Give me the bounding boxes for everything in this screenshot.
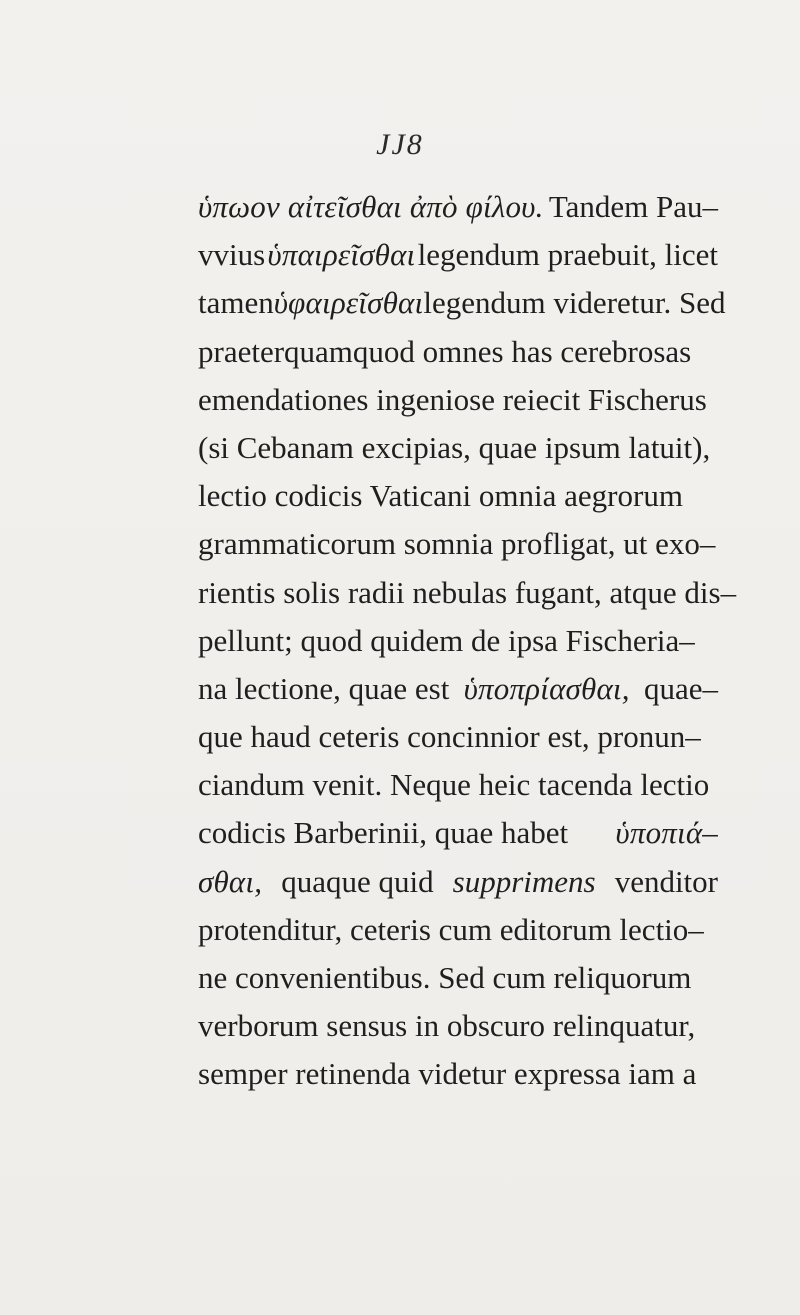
text-segment: ὑφαιρεῖσθαι [273,285,424,321]
text-segment: σθαι, [198,863,263,899]
text-segment: na lectione, quae est [198,670,450,706]
text-segment: ὑπαιρεῖσθαι [267,237,416,273]
text-segment: ὑπωον αἰτεῖσθαι ἀπὸ φίλου. [198,189,544,224]
text-segment: praeterquamquod omnes has cerebrosas [198,333,692,369]
text-segment: legendum videretur. Sed [423,285,726,321]
text-segment: protenditur, ceteris cum editorum lectio– [198,911,704,947]
text-segment: tamen [198,285,274,321]
text-line [198,279,726,327]
text-segment: quaque quid [281,863,434,899]
text-segment: ὑποπρίασθαι, [463,670,630,706]
text-segment: emendationes ingeniose reiecit Fischerus [198,381,707,417]
text-segment: ne convenientibus. Sed cum reliquorum [198,960,692,995]
text-line [198,906,718,954]
text-segment: semper retinenda videtur expressa iam a [198,1056,697,1092]
text-segment: codicis Barberinii, quae habet [198,815,569,851]
text-segment: (si Cebanam excipias, quae ipsum latuit), [198,429,711,465]
text-segment: ὑποπιά– [615,815,718,851]
body-text [198,183,737,1099]
text-line [198,183,718,231]
text-line [198,1002,718,1050]
text-line [198,472,718,520]
text-line [198,1050,718,1098]
text-line [198,231,718,279]
text-line [198,809,718,857]
text-segment: Tandem Pau– [548,189,718,224]
text-segment: grammaticorum somnia profligat, ut exo– [198,526,716,562]
text-segment: rientis solis radii nebulas fugant, atque dis– [198,574,737,610]
text-segment: legendum praebuit, licet [417,237,718,273]
text-segment: que haud ceteris concinnior est, pronun– [198,719,701,755]
text-line [198,665,718,713]
text-line [198,617,718,665]
text-segment: vvius [198,237,266,273]
text-line [198,520,718,568]
text-segment: ciandum venit. Neque heic tacenda lectio [198,767,710,803]
text-segment: verborum sensus in obscuro relinquatur, [198,1008,696,1044]
text-segment: quae– [643,670,718,706]
text-line [198,569,737,617]
text-line [198,954,718,1002]
text-line [198,761,718,809]
text-segment: supprimens [452,863,596,899]
text-line [198,328,718,376]
text-segment: pellunt; quod quidem de ipsa Fischeria– [198,622,695,658]
text-line [198,424,718,472]
text-line [198,713,718,761]
text-line [198,376,718,424]
page-number: JJ8 [376,128,424,161]
text-segment: venditor [614,863,718,899]
text-segment: lectio codicis Vaticani omnia aegrorum [198,478,683,514]
text-line [198,858,718,906]
